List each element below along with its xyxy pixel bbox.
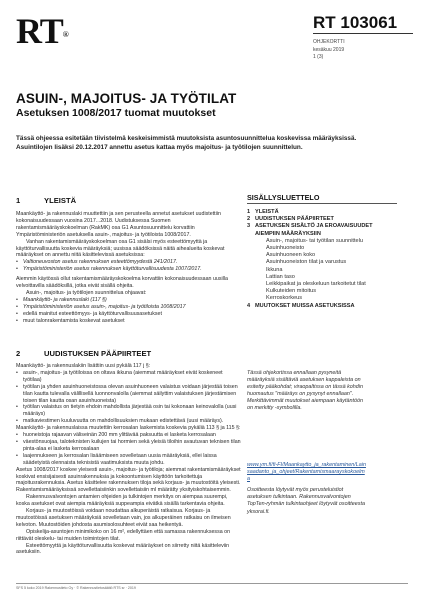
paragraph: Esteettömyyttä ja käyttöturvallisuutta koskevat määräykset on siirretty niitä käsitteleviin asetuksiin.	[16, 542, 230, 556]
document-meta	[313, 39, 345, 62]
bullet-list	[16, 432, 242, 467]
intro-paragraph: Tässä ohjeessa esitetään tiivistelmä keskeisimmistä muutoksista asuntosuunnittelua koskevissa määräyksissä. Asuintilojen lisäksi 20.12.2017 annettu asetus kattaa myös majoitus- ja työtilojen suunnittelun.	[16, 135, 357, 151]
toc-subitem[interactable]: Asuinhuoneiston tilat ja varustus	[266, 259, 347, 266]
toc-item-4[interactable]	[247, 303, 387, 310]
list-item: • työtilan ja yhden asuinhuoneistossa olevan asuinhuoneen valaistus voidaan järjestää toisen tilan kautta tulevalla välillisellä luonnonvalolla (aiemmat säilyttim valaistuksen järjestämisen toisen tilan kautta osan asuinhuoneista)	[16, 384, 242, 405]
list-item: • Ympäristöministeriön asetus rakennuksen käyttöturvallisuudesta 1007/2017.	[16, 266, 242, 273]
bullet-list	[16, 259, 242, 273]
paragraph: Rakennusvalvontojen antamien ohjeiden ja tulkintojen merkitys on aiempaa suurempi, koska asetukset ovat aiempia määräyksiä suppeampia eivätkä sisällä tarkentavia ohjeita.	[16, 494, 228, 508]
paragraph: Asuin-, majoitus- ja työtilojen suunnittelua ohjaavat:	[26, 289, 147, 296]
section-2-title: UUDISTUKSEN PÄÄPIIRTEET	[44, 349, 152, 358]
toc-subitem[interactable]: Asuin-, majoitus- tai työtilan suunnittelu	[266, 237, 364, 244]
table-of-contents	[247, 209, 387, 310]
list-item: • Ympäristöministeriön asetus asuin-, majoitus- ja työtiloista 1008/2017	[16, 304, 242, 311]
list-item: • laajennukseen ja kerrosalan lisäämiseen sovelletaan uusia määräyksiä, ellei laissa säädetyistä olennaista teknisistä vaatimuksista muuta johdu.	[16, 453, 242, 467]
paragraph: Asetus 1008/2017 koskee yleisesti asuin-, majoitus- ja työtiloja; aiemmat rakentamismääräykset koskivat ensisijaisesti asuinrakennuksia ja kokoontumisen käyttöön tarkoitettuja majoitusrakennuksia. Asetus käsittelee rakennuksen tiloja sekä korjaus- ja muutostöitä yleisesti. Rakentamismääräyksissä sovellettaisiinkin sovellettaisiin ml määrätty yksityiskohtaisemmin.	[16, 466, 241, 494]
toc-subitem[interactable]: Lattian taso	[266, 273, 295, 280]
toc-subitem[interactable]: Leikkipaikat ja oleskeluun tarkoitetut tilat	[266, 281, 366, 288]
toc-subitem[interactable]: Kerroskorkeus	[266, 295, 303, 302]
toc-subitem[interactable]: Asuinhuoneen koko	[266, 252, 316, 259]
meta-date: kesäkuu 2019	[313, 46, 345, 53]
section-1-number: 1	[16, 196, 21, 205]
toc-label: ASETUKSEN SISÄLTÖ JA EROAVAISUUDET AIEMPIIN MÄÄRÄYKSIIN	[255, 223, 373, 237]
meta-page: 1 (3)	[313, 54, 324, 60]
list-item: • Valtioneuvoston asetus rakennuksen esteettömyydestä 241/2017.	[16, 259, 242, 266]
paragraph: Aiemmin käytössä ollut rakentamismääräyskokoelma korvattiin kokonaisuudessaan uusilla velvoittavilla säädöksillä, jotka eivät sisällä ohjeita.	[16, 276, 228, 290]
sidebar-link-block	[247, 462, 367, 516]
paragraph: Maankäyttö- ja rakennuslaki muuttettiin ja sen perusteella annetut asetukset uudistettiin kokonaisuudessaan vuosina 2017...2018. Uudistuksessa Suomen rakentamismääräyskokoelman (RakMK) osa G1 Asuntosuunnittelu korvattiin Ympäristöministeriön asetuksella asuin-, majoitus- ja työtiloista 1008/2017.	[16, 211, 221, 238]
meta-card-type: OHJEKORTTI	[313, 39, 345, 45]
section-1-heading	[16, 196, 76, 205]
list-item: • väestönsuojaa, taloteknisten kuilujen tai hormien sekä yleisiä tiloihin avautuvan teknisen tilan pinta-alaa ei lasketa kerrosalaan	[16, 439, 242, 453]
bullet-list	[16, 297, 242, 325]
page-subtitle: Asetuksen 1008/2017 tuomat muutokset	[16, 107, 216, 119]
page-title: ASUIN-, MAJOITUS- JA TYÖTILAT	[16, 91, 237, 106]
registered-mark: ®	[62, 30, 68, 39]
footer-text: SFS 5 koko 2019 Rakennustieto Oy · © Rakennustietosäätiö RTS sr · 2019	[16, 586, 136, 590]
toc-subitem[interactable]: Ikkuna	[266, 266, 283, 273]
list-item: • asuin-, majoitus- ja työtiloissa on oltava ikkuna (aiemmat määräykset eivät koskeneet työtilaa)	[16, 370, 242, 384]
section-2-number: 2	[16, 349, 21, 358]
toc-item-3[interactable]	[247, 223, 387, 237]
paragraph: Opiskelija-asuntojen minimikoko on 16 m², edellyttäen että samassa rakennuksessa on riittävät oleskelu- tai muiden toimintojen tilat.	[16, 528, 231, 542]
paragraph: Maankäyttö- ja rakennuslakiin lisättiin uusi pykälä 117 j §:	[16, 363, 151, 369]
paragraph: Maankäyttö- ja rakennuslaissa muutettiin kerrosalan laskemista koskevia pykäliä 113 § ja 115 §:	[16, 425, 241, 432]
toc-number: 3	[247, 223, 251, 230]
paragraph: Vanhan rakentamismääräyskokoelman osa G1 sisälsi myös esteettömyyttä ja käyttöturvallisuutta koskevia määräyksiä; uusissa säädöksissä näitä aihealueita koskevat määräykset on annettu niitä käsittelevissä asetuksissa:	[16, 238, 225, 259]
rt-logo	[16, 13, 68, 49]
link-note: Osoitteesta löytyvät myös perusteluistiot asetuksen tulkintaan. Rakennusvalvontojen TopTen-ryhmän tulkintaohjeet löytyvät osoitteesta yksorai.fi.	[247, 487, 365, 515]
footer-divider	[16, 583, 408, 584]
list-item: • työtilan valaistus on tietyin ehdoin mahdollista järjestää osin tai kokonaan keinovalolla (uusi määräys)	[16, 404, 242, 418]
toc-label: MUUTOKSET MUISSA ASETUKSISSA	[255, 302, 355, 309]
list-item: • edellä mainitut esteettömyys- ja käyttöturvallisuusasetukset	[16, 311, 242, 318]
toc-heading: SISÄLLYSLUETTELO	[247, 193, 320, 202]
section-1-title: YLEISTÄ	[44, 196, 77, 205]
document-number: RT 103061	[313, 13, 398, 32]
reference-link[interactable]: www.ym.fi/fi-FI/Maankaytto_ja_rakentaminen/Lainsaadanto_ja_ohjeet/Rakentamismaarayskokoelma	[247, 462, 366, 483]
paragraph: Korjaus- ja muutostöissä voidaan noudattaa alkuperäistä ratkaisua. Korjaus- ja muutostöissä asetuksen määräyksiä sovelletaan vain, jos alkuperäinen ratkaisu on ilmeisen kelvoton. Muutostöiden johdosta asumisolosuhteet eivät saa heikentyä.	[16, 508, 231, 528]
toc-divider	[247, 203, 397, 204]
section-1-body	[16, 211, 242, 325]
toc-number: 4	[247, 302, 251, 309]
list-item: • matkaviestimen kuuluvuutta on mahdollisuuksien mukaan edistettävä (uusi määräys).	[16, 418, 242, 425]
toc-subitem[interactable]: Asuinhuoneisto	[266, 245, 305, 252]
toc-number: 1	[247, 209, 251, 215]
header-divider	[313, 33, 413, 34]
list-item: • muut talonrakentamista koskevat asetukset	[16, 318, 242, 325]
section-2-heading	[16, 349, 151, 358]
sidebar-note: Tässä ohjekortissa ennallaan pysyneitä määräyksiä sisältäviä asetuksen kappaleista on esitetty pääkohdat; viraopaltissa on tässä kohdin huomautus "määräys on pysynyt ennallaan". Merkittävimmät muutokset aiempaan käytäntöön on merkitty -symbolilla.	[247, 370, 363, 412]
list-item: • huoneistoja rajaavan väliseinän 200 mm ylittävää paksuutta ei lasketa kerrosalaan	[16, 432, 242, 439]
toc-label: UUDISTUKSEN PÄÄPIIRTEET	[255, 216, 334, 223]
toc-number: 2	[247, 216, 251, 223]
section-2-body	[16, 363, 242, 556]
list-item: • Maankäyttö- ja rakennuslaki (117 §)	[16, 297, 242, 304]
bullet-list	[16, 370, 242, 425]
logo-text: RT	[16, 11, 63, 51]
toc-subitem[interactable]: Kulkuteiden mitoitus	[266, 288, 317, 295]
toc-label: YLEISTÄ	[255, 209, 279, 215]
